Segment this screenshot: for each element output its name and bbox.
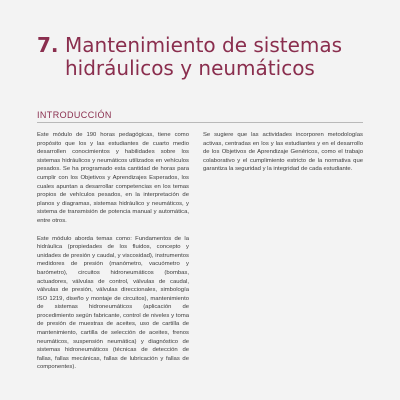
left-paragraph-1: Este módulo de 190 horas pedagógicas, tiene como propósito que los y las estudiantes de cuarto medio desarrollen conocimientos y habilidades sobre los sistemas hidráulicos y neumáticos utilizados en vehículos pesados. Se ha programado esta cantidad de horas para cumplir con los Objetivos y Aprendizajes Esperados, los cuales apuntan a desarrollar competencias en los temas propios de vehículos pesados, en la interpretación de planos y diagramas, sistemas hidráulico y neumáticos, y sistema de transmisión de potencia manual y automática, entre otros. (37, 132, 189, 224)
right-paragraph-1: Se sugiere que las actividades incorporen metodologías activas, centradas en los y las estudiantes y en el desarrollo de los Objetivos de Aprendizaje Genéricos, como el trabajo colaborativo y el cumplimiento estricto de la normativa que garantiza la seguridad y la integridad de cada estudiante. (203, 132, 363, 173)
chapter-title-text: Mantenimiento de sistemas hidráulicos y neumáticos (65, 33, 343, 80)
left-column (37, 131, 189, 381)
chapter-number: 7. (37, 33, 59, 57)
right-column (203, 131, 363, 183)
section-divider (37, 122, 363, 123)
section-heading: INTRODUCCIÓN (37, 110, 112, 120)
left-paragraph-2: Este módulo aborda temas como: Fundamentos de la hidráulica (propiedades de los fluidos, concepto y unidades de presión y caudal, y viscosidad), instrumentos medidores de presión (manómetro, vacuómetro y barómetro), circuitos hidroneumáticos (bombas, actuadores, válvulas de control, válvulas de caudal, válvulas de presión, válvulas direccionales, simbología ISO 1219, diseño y montaje de circuitos), mantenimiento de sistemas hidroneumáticos (aplicación de procedimiento según fabricante, control de niveles y toma de presión de muestras de aceites, uso de cartilla de mantenimiento, cartilla de selección de aceites, frenos neumáticos, suspensión neumática) y diagnóstico de sistemas hidroneumáticos (técnicas de detección de fallas, fallas mecánicas, fallas de lubricación y fallas de componentes). (37, 235, 189, 371)
